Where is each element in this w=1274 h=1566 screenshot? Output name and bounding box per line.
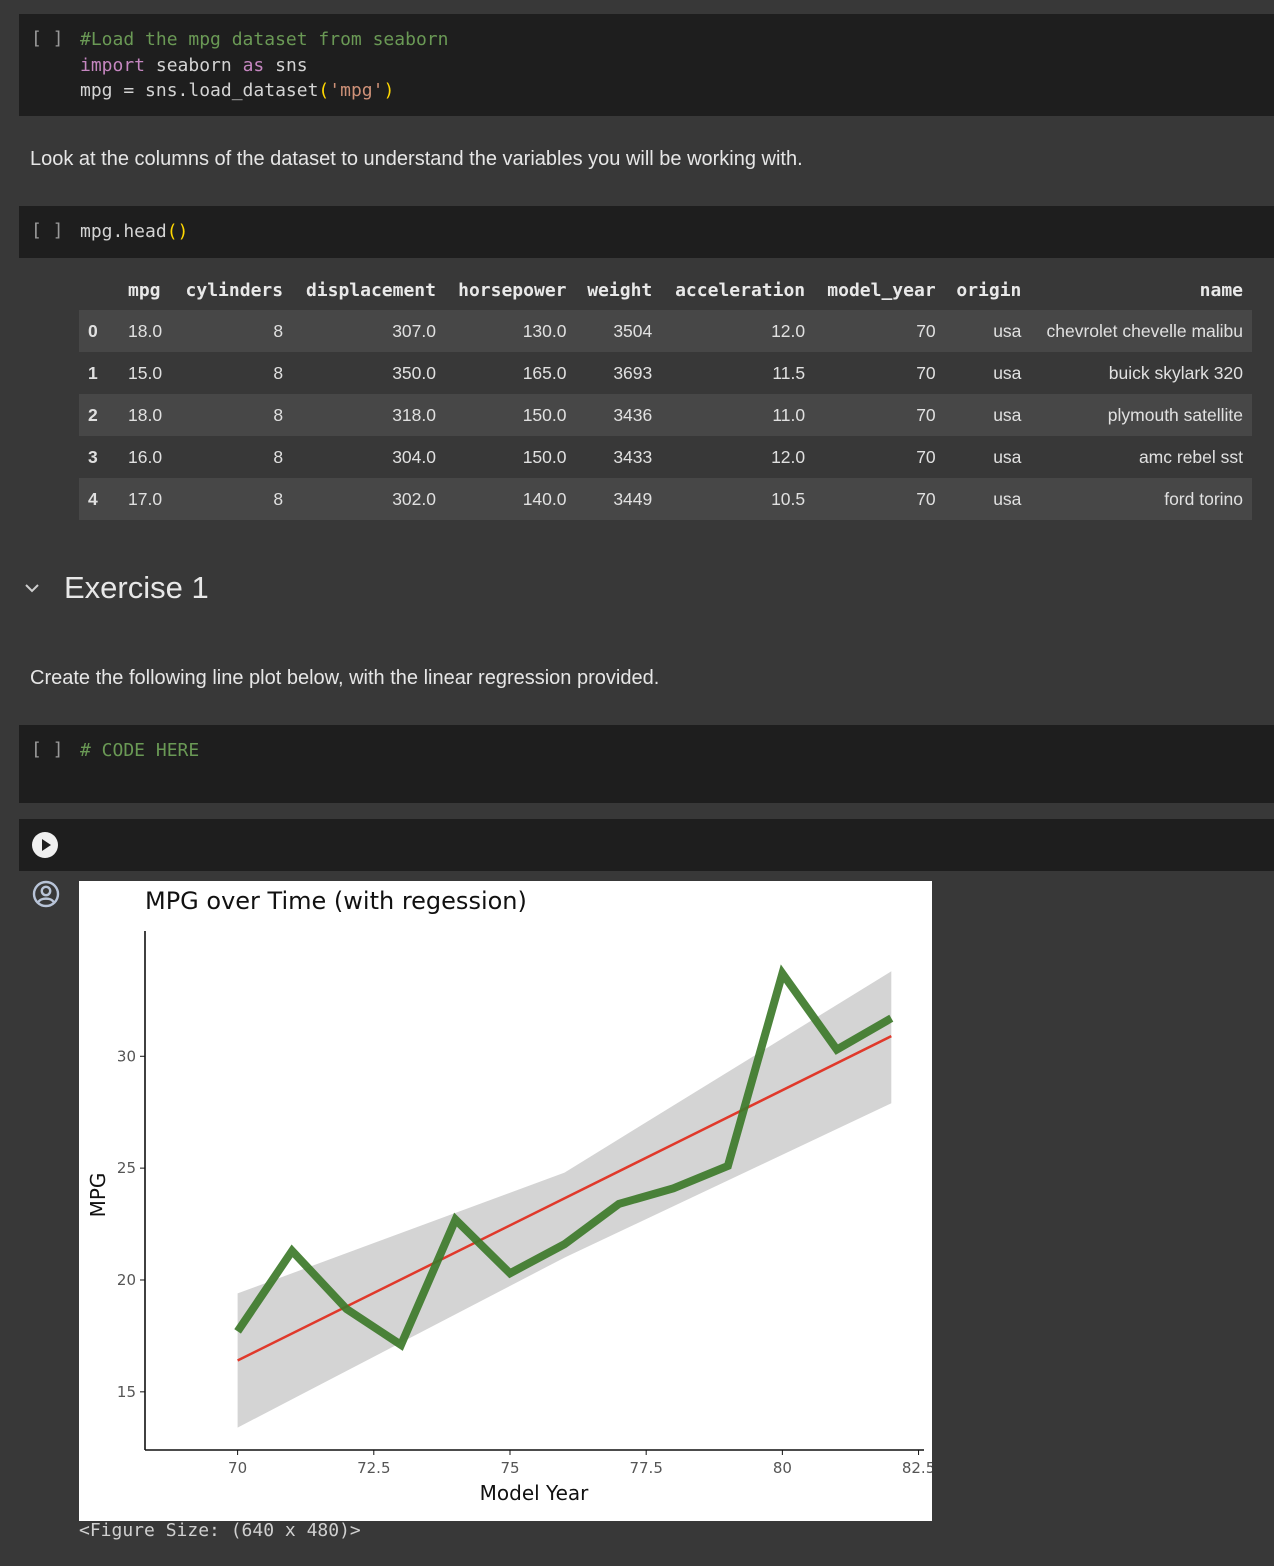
table-index-cell: 1: [79, 352, 119, 394]
table-cell: 318.0: [292, 394, 445, 436]
code-text[interactable]: [80, 219, 188, 245]
chart-title: MPG over Time (with regession): [145, 887, 527, 915]
table-cell: 18.0: [119, 394, 173, 436]
table-index-cell: 4: [79, 478, 119, 520]
table-cell: 70: [814, 436, 945, 478]
table-cell: 8: [173, 394, 292, 436]
table-cell: usa: [945, 310, 1031, 352]
code-alias: sns: [264, 54, 308, 76]
table-cell: 17.0: [119, 478, 173, 520]
table-index-cell: 3: [79, 436, 119, 478]
table-cell: buick skylark 320: [1030, 352, 1252, 394]
y-tick-label: 30: [116, 1047, 136, 1066]
chevron-down-icon[interactable]: [22, 578, 42, 598]
table-header-cell: mpg: [128, 279, 161, 301]
table-cell: plymouth satellite: [1030, 394, 1252, 436]
table-header-row: [79, 270, 1252, 310]
table-cell: 3693: [576, 352, 662, 394]
x-tick-label: 72.5: [357, 1459, 391, 1477]
code-paren-close: ): [383, 80, 395, 101]
table-header-cell: cylinders: [185, 279, 284, 301]
x-axis-label: Model Year: [479, 1481, 589, 1505]
table-cell: 70: [814, 478, 945, 520]
table-cell: 8: [173, 436, 292, 478]
table-index-cell: 0: [79, 310, 119, 352]
user-circle-icon[interactable]: [32, 880, 60, 908]
table-cell: 16.0: [119, 436, 173, 478]
table-cell: 307.0: [292, 310, 445, 352]
table-row: [79, 436, 1252, 478]
x-tick-label: 75: [500, 1459, 520, 1477]
code-keyword-import: import: [80, 54, 146, 76]
section-heading: Exercise 1: [64, 570, 209, 605]
code-cell-solution[interactable]: [19, 819, 1274, 871]
table-cell: 130.0: [445, 310, 576, 352]
table-cell: 70: [814, 394, 945, 436]
table-cell: 70: [814, 310, 945, 352]
table-cell: 3433: [576, 436, 662, 478]
code-text[interactable]: [80, 738, 199, 764]
table-cell: usa: [945, 352, 1031, 394]
table-cell: 12.0: [661, 436, 814, 478]
play-icon[interactable]: [32, 832, 58, 858]
regression-line: [238, 1036, 892, 1360]
table-index-cell: 2: [79, 394, 119, 436]
table-cell: 150.0: [445, 394, 576, 436]
table-header-cell: acceleration: [675, 279, 806, 301]
code-call: mpg = sns.load_dataset: [80, 80, 319, 101]
code-comment: #Load the mpg dataset from seaborn: [80, 29, 449, 50]
code-module: seaborn: [145, 54, 243, 76]
plot-figure: [79, 881, 932, 1521]
table-row: [79, 394, 1252, 436]
x-tick-label: 77.5: [629, 1459, 663, 1477]
dataframe-table: [79, 270, 1252, 520]
table-cell: ford torino: [1030, 478, 1252, 520]
text-cell-body: Look at the columns of the dataset to understand the variables you will be working with.: [30, 148, 803, 170]
table-cell: 11.5: [661, 352, 814, 394]
table-header-cell: model_year: [827, 279, 936, 301]
table-cell: 140.0: [445, 478, 576, 520]
code-cell-head[interactable]: [19, 206, 1274, 258]
table-cell: 11.0: [661, 394, 814, 436]
table-cell: usa: [945, 478, 1031, 520]
y-tick-label: 20: [116, 1270, 136, 1289]
cell-run-brackets[interactable]: [ ]: [31, 220, 64, 241]
code-cell-load[interactable]: [19, 14, 1274, 116]
table-cell: 70: [814, 352, 945, 394]
table-header-cell: displacement: [305, 279, 436, 301]
x-tick-label: 82.5: [901, 1459, 932, 1477]
y-axis-label: MPG: [86, 1172, 110, 1218]
table-cell: 150.0: [445, 436, 576, 478]
table-row: [79, 310, 1252, 352]
table-cell: 8: [173, 352, 292, 394]
table-cell: usa: [945, 394, 1031, 436]
table-header-cell: horsepower: [458, 279, 567, 301]
cell-run-brackets[interactable]: [ ]: [31, 28, 64, 49]
table-cell: 10.5: [661, 478, 814, 520]
table-row: [79, 478, 1252, 520]
table-cell: 12.0: [661, 310, 814, 352]
table-cell: 18.0: [119, 310, 173, 352]
text-cell-body: Create the following line plot below, with the linear regression provided.: [30, 667, 660, 689]
code-string: 'mpg': [329, 80, 384, 101]
table-cell: amc rebel sst: [1030, 436, 1252, 478]
table-cell: 350.0: [292, 352, 445, 394]
x-tick-label: 80: [772, 1459, 792, 1477]
table-header-cell: weight: [587, 279, 653, 301]
table-cell: 302.0: [292, 478, 445, 520]
x-tick-label: 70: [228, 1459, 248, 1477]
table-cell: 15.0: [119, 352, 173, 394]
table-cell: 3436: [576, 394, 662, 436]
code-paren: (): [166, 221, 189, 242]
code-call: mpg.head: [80, 221, 167, 242]
table-cell: 3449: [576, 478, 662, 520]
y-tick-label: 15: [116, 1382, 136, 1401]
table-cell: 304.0: [292, 436, 445, 478]
table-header-cell: [79, 270, 119, 310]
figure-size-text: <Figure Size: (640 x 480)>: [79, 1520, 361, 1541]
text-cell-instructions[interactable]: [19, 650, 1274, 710]
code-paren-open: (: [318, 80, 330, 101]
table-header-cell: name: [1199, 279, 1243, 301]
line-chart: [79, 881, 932, 1521]
table-cell: 8: [173, 310, 292, 352]
code-cell-exercise[interactable]: [19, 725, 1274, 803]
y-tick-label: 25: [116, 1159, 136, 1178]
code-text[interactable]: [80, 27, 448, 104]
text-cell-columns[interactable]: [19, 130, 1274, 190]
code-comment: # CODE HERE: [80, 740, 200, 761]
table-cell: 8: [173, 478, 292, 520]
table-cell: chevrolet chevelle malibu: [1030, 310, 1252, 352]
code-keyword-as: as: [242, 54, 265, 76]
table-header-cell: origin: [956, 279, 1022, 301]
table-cell: 165.0: [445, 352, 576, 394]
cell-run-brackets[interactable]: [ ]: [31, 739, 64, 760]
table-cell: usa: [945, 436, 1031, 478]
table-cell: 3504: [576, 310, 662, 352]
table-row: [79, 352, 1252, 394]
